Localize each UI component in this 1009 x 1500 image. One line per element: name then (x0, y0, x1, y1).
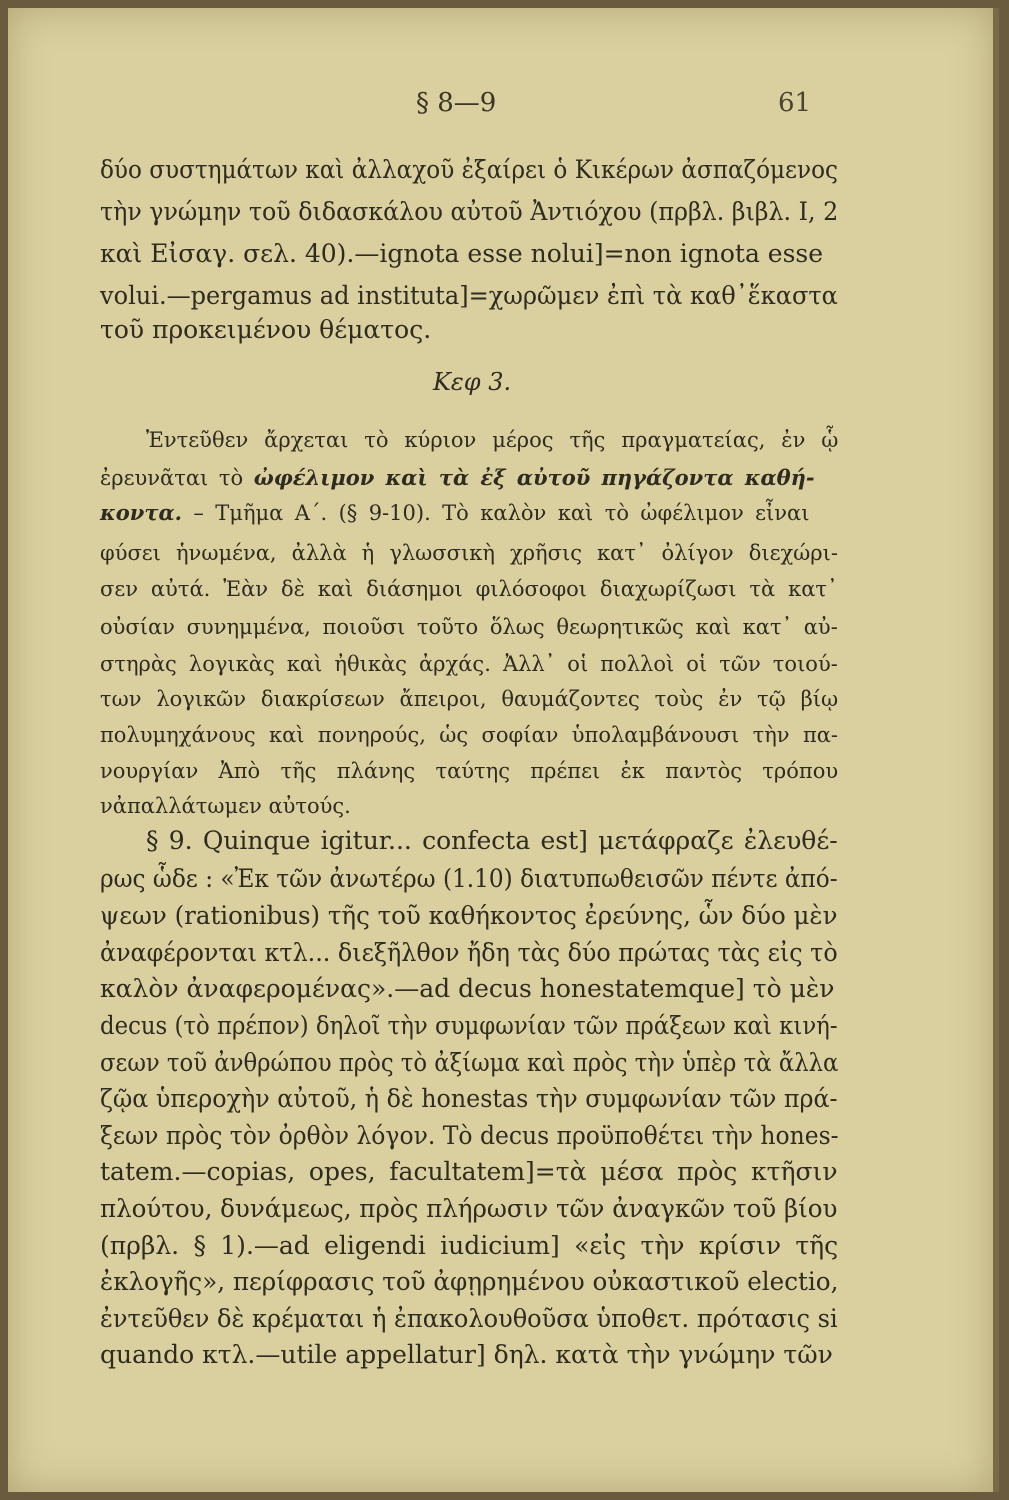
text-line: των λογικῶν διακρίσεων ἄπειροι, θαυμάζοντες τοὺς ἐν τῷ βίῳ (100, 687, 839, 711)
section-reference: § 8—9 (416, 88, 497, 118)
text-line: τοῦ προκειμένου θέματος. (100, 315, 432, 344)
emphasis-text: κοντα. (100, 500, 182, 525)
text-line: καλὸν ἀναφερομένας».—ad decus honestatemque] τὸ μὲν (100, 974, 835, 1003)
text-line: νουργίαν Ἀπὸ τῆς πλάνης ταύτης πρέπει ἐκ παντὸς τρόπου (100, 759, 839, 783)
text-line: πολυμηχάνους καὶ πονηρούς, ὡς σοφίαν ὑπολαμβάνουσι τὴν πα- (100, 723, 839, 747)
text-line-composite (100, 495, 809, 531)
emphasis-text: ὠφέλιμον καὶ τὰ ἐξ αὐτοῦ πηγάζοντα καθή- (253, 465, 815, 490)
text-line: ζῷα ὑπεροχὴν αὐτοῦ, ἡ δὲ honestas τὴν συμφωνίαν τῶν πρά- (100, 1084, 838, 1113)
text-line: τὴν γνώμην τοῦ διδασκάλου αὐτοῦ Ἀντιόχου (πρβλ. βιβλ. I, 2 (100, 197, 839, 226)
text-line: tatem.—copias, opes, facultatem]=τὰ μέσα πρὸς κτῆσιν (100, 1157, 838, 1186)
text-line: σεν αὐτά. Ἐὰν δὲ καὶ διάσημοι φιλόσοφοι διαχωρίζωσι τὰ κατ᾽ (100, 577, 838, 601)
text-line: νἀπαλλάτωμεν αὐτούς. (100, 794, 351, 818)
text-line-composite (100, 460, 815, 496)
text-line: οὐσίαν συνημμένα, ποιοῦσι τοῦτο ὅλως θεωρητικῶς καὶ κατ᾽ αὐ- (100, 615, 838, 639)
text-line: volui.—pergamus ad instituta]=χωρῶμεν ἐπὶ τὰ καθ᾽ἕκαστα (100, 281, 838, 310)
text-line: καὶ Εἰσαγ. σελ. 40).—ignota esse nolui]=non ignota esse (100, 239, 824, 268)
text-line: (πρβλ. § 1).—ad eligendi iudicium] «εἰς τὴν κρίσιν τῆς (100, 1231, 839, 1260)
text-line: ἐκλογῆς», περίφρασις τοῦ ἀφῃρημένου οὐκαστικοῦ electio, (100, 1267, 839, 1296)
text-line: ξεων πρὸς τὸν ὀρθὸν λόγον. Τὸ decus προϋποθέτει τὴν hones- (100, 1121, 839, 1150)
text-line: quando κτλ.—utile appellatur] δηλ. κατὰ τὴν γνώμην τῶν (100, 1340, 833, 1369)
text-line: ἀναφέρονται κτλ... διεξῆλθον ἤδη τὰς δύο πρώτας τὰς εἰς τὸ (100, 938, 838, 967)
chapter-heading: Κεφ 3. (433, 368, 512, 396)
text-span: ἐρευνᾶται τὸ (100, 466, 254, 490)
text-line: στηρὰς λογικὰς καὶ ἠθικὰς ἀρχάς. Ἀλλ᾽ οἱ πολλοὶ οἱ τῶν τοιού- (100, 652, 838, 676)
text-line: ἐντεῦθεν δὲ κρέμαται ἡ ἐπακολουθοῦσα ὑποθετ. πρότασις si (100, 1304, 838, 1333)
text-line: σεων τοῦ ἀνθρώπου πρὸς τὸ ἀξίωμα καὶ πρὸς τὴν ὑπὲρ τὰ ἄλλα (100, 1048, 839, 1077)
text-line: φύσει ἡνωμένα, ἀλλὰ ἡ γλωσσικὴ χρῆσις κατ᾽ ὀλίγον διεχώρι- (100, 541, 838, 565)
page-header (8, 88, 993, 128)
text-line: decus (τὸ πρέπον) δηλοῖ τὴν συμφωνίαν τῶν πράξεων καὶ κινή- (100, 1011, 838, 1040)
text-line: ρως ὧδε : «Ἐκ τῶν ἀνωτέρω (1.10) διατυπωθεισῶν πέντε ἀπό- (100, 864, 838, 893)
text-line: πλούτου, δυνάμεως, πρὸς πλήρωσιν τῶν ἀναγκῶν τοῦ βίου (100, 1194, 838, 1223)
text-span: – Τμῆμα Α΄. (§ 9-10). Τὸ καλὸν καὶ τὸ ὠφέλιμον εἶναι (181, 501, 810, 525)
text-line: ψεων (rationibus) τῆς τοῦ καθήκοντος ἐρεύνης, ὧν δύο μὲν (100, 901, 838, 930)
text-line: Ἐντεῦθεν ἄρχεται τὸ κύριον μέρος τῆς πραγματείας, ἐν ᾧ (146, 428, 839, 452)
text-line: § 9. Quinque igitur... confecta est] μετάφραζε ἐλευθέ- (146, 826, 838, 855)
page-number: 61 (778, 88, 812, 118)
text-line: δύο συστημάτων καὶ ἀλλαχοῦ ἐξαίρει ὁ Κικέρων ἀσπαζόμενος (100, 155, 838, 184)
book-page (8, 8, 999, 1492)
